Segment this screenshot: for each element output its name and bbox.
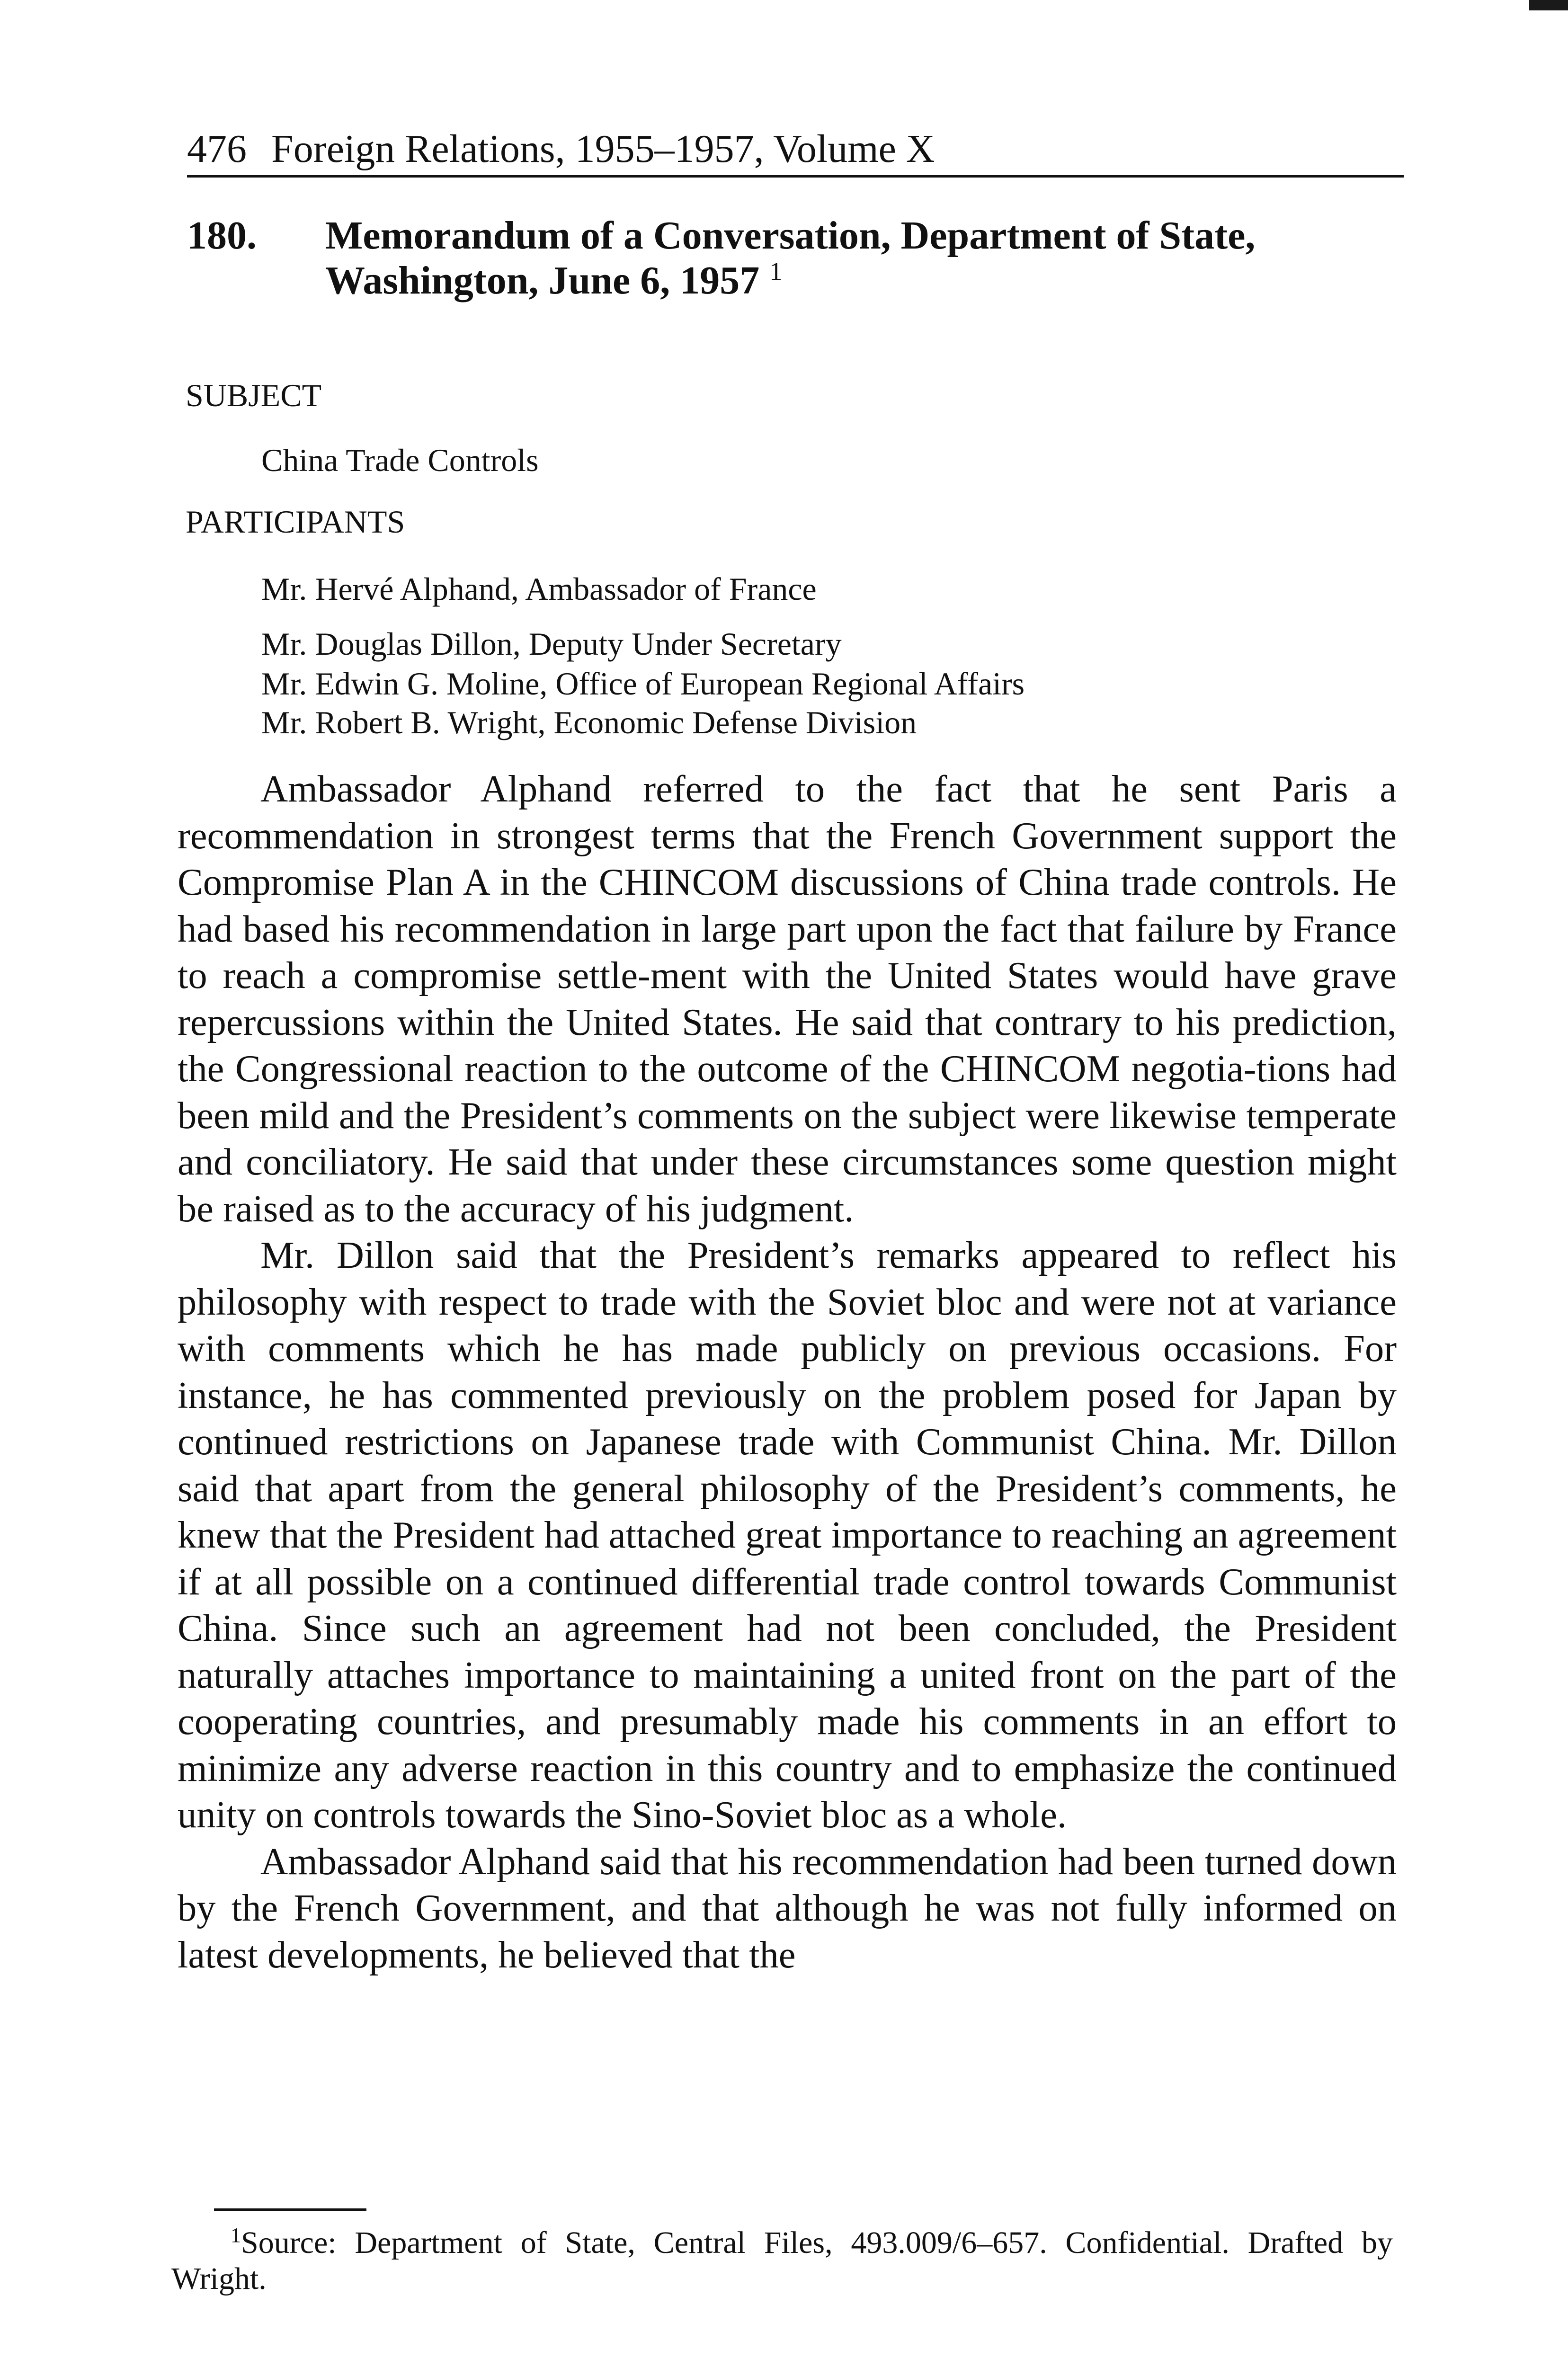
document-title-text: Memorandum of a Conversation, Department of State, Washington, June 6, 1957 <box>325 214 1256 303</box>
participant-item: Mr. Edwin G. Moline, Office of European Regional Affairs <box>261 666 1025 702</box>
participants-label: PARTICIPANTS <box>186 504 405 540</box>
running-head <box>187 123 1404 178</box>
subject-text: China Trade Controls <box>261 442 539 478</box>
footnote-marker: 1 <box>231 2224 241 2247</box>
footnote-text: Source: Department of State, Central Files, 493.009/6–657. Confidential. Drafted by Wright. <box>171 2225 1393 2296</box>
body-paragraph: Ambassador Alphand referred to the fact that he sent Paris a recommendation in strongest terms that the French Government support the Compromise Plan A in the CHINCOM discussions of China trade controls. He had based his recommendation in large part upon the fact that failure by France to reach a compromise settle-ment with the United States would have grave repercussions within the United States. He said that contrary to his prediction, the Congressional reaction to the outcome of the CHINCOM negotia-tions had been mild and the President’s comments on the subject were likewise temperate and conciliatory. He said that under these circumstances some question might be raised as to the accuracy of his judgment. <box>178 768 1397 1230</box>
volume-title: Foreign Relations, 1955–1957, Volume X <box>271 127 935 171</box>
page-edge-shadow <box>1529 0 1568 10</box>
participant-item: Mr. Hervé Alphand, Ambassador of France <box>261 571 817 607</box>
body-paragraph: Ambassador Alphand said that his recommendation had been turned down by the French Government, and that although he was not fully informed on latest developments, he believed that the <box>178 1840 1397 1976</box>
participant-item: Mr. Douglas Dillon, Deputy Under Secretary <box>261 626 842 662</box>
memorandum-body <box>178 766 1397 1978</box>
participant-item: Mr. Robert B. Wright, Economic Defense Division <box>261 704 917 740</box>
footnote-divider <box>214 2208 366 2211</box>
footnote-reference[interactable]: 1 <box>769 257 783 285</box>
footnote <box>171 2225 1393 2297</box>
page-number: 476 <box>187 127 247 171</box>
body-paragraph: Mr. Dillon said that the President’s remarks appeared to reflect his philosophy with respect to trade with the Soviet bloc and were not at variance with comments which he has made publicly on previous occasions. For instance, he has commented previously on the problem posed for Japan by continued restrictions on Japanese trade with Communist China. Mr. Dillon said that apart from the general philosophy of the President’s comments, he knew that the President had attached great importance to reaching an agreement if at all possible on a continued differential trade control towards Communist China. Since such an agreement had not been concluded, the President naturally attaches importance to maintaining a united front on the part of the cooperating countries, and presumably made his comments in an effort to minimize any adverse reaction in this country and to emphasize the continued unity on controls towards the Sino-Soviet bloc as a whole. <box>178 1234 1397 1836</box>
subject-label: SUBJECT <box>186 377 322 413</box>
document-number: 180. <box>187 214 257 258</box>
document-title <box>325 213 1405 303</box>
